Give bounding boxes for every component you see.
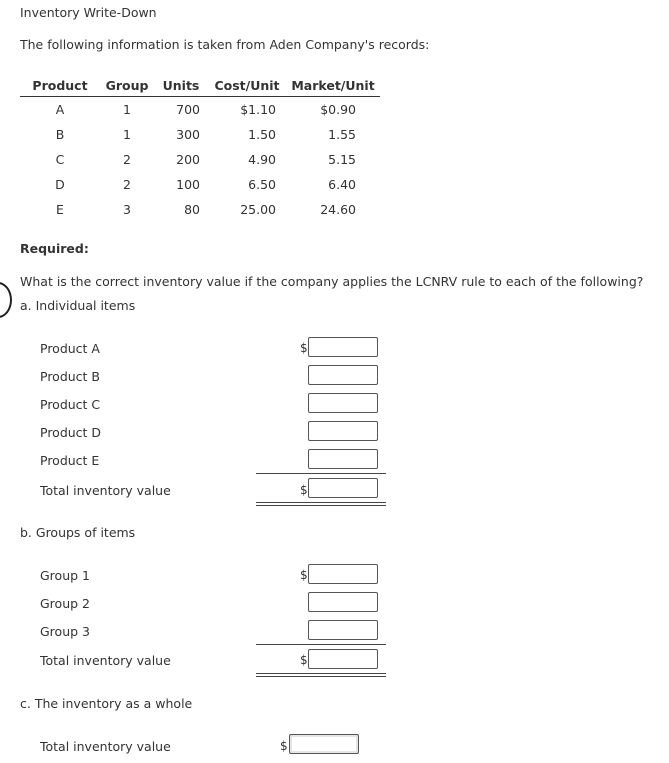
table-row	[20, 172, 380, 197]
cell-cost: 4.90	[248, 152, 276, 167]
product-d-value-input[interactable]	[308, 421, 378, 441]
product-a-value-input[interactable]	[308, 337, 378, 357]
cell-market: 1.55	[328, 127, 356, 142]
group-3-label: Group 3	[40, 624, 90, 639]
dollar-sign: $	[300, 341, 308, 355]
cell-cost: 1.50	[248, 127, 276, 142]
subtotal-rule	[256, 644, 386, 645]
cell-market: 6.40	[328, 177, 356, 192]
total-double-rule-top	[256, 673, 386, 674]
cell-market: $0.90	[320, 102, 356, 117]
group-1-label: Group 1	[40, 568, 90, 583]
dollar-sign: $	[280, 739, 288, 753]
b-total-label: Total inventory value	[40, 653, 171, 668]
header-units: Units	[154, 76, 208, 97]
header-market-per-unit: Market/Unit	[286, 76, 380, 97]
product-e-label: Product E	[40, 453, 100, 468]
section-a-heading: a. Individual items	[20, 298, 136, 313]
subtotal-rule	[256, 473, 386, 474]
part-marker-circle-icon	[0, 282, 12, 318]
header-product: Product	[20, 76, 100, 97]
a-total-label: Total inventory value	[40, 483, 171, 498]
dollar-sign: $	[300, 653, 308, 667]
header-group: Group	[100, 76, 154, 97]
product-a-label: Product A	[40, 341, 100, 356]
cell-group: 1	[123, 127, 131, 142]
question-text: What is the correct inventory value if the company applies the LCNRV rule to each of the following?	[20, 274, 644, 289]
cell-group: 2	[123, 177, 131, 192]
section-c-heading: c. The inventory as a whole	[20, 696, 193, 711]
total-double-rule-bottom	[256, 676, 386, 677]
cell-group: 3	[123, 202, 131, 217]
a-total-input[interactable]	[308, 478, 378, 498]
product-c-value-input[interactable]	[308, 393, 378, 413]
dollar-sign: $	[300, 568, 308, 582]
product-e-value-input[interactable]	[308, 449, 378, 469]
cell-cost: 25.00	[240, 202, 276, 217]
intro-text: The following information is taken from Aden Company's records:	[20, 37, 430, 52]
cell-units: 80	[184, 202, 200, 217]
inventory-data-table	[20, 76, 380, 222]
group-3-value-input[interactable]	[308, 620, 378, 640]
header-cost-per-unit: Cost/Unit	[208, 76, 286, 97]
page-title: Inventory Write-Down	[20, 5, 157, 20]
product-c-label: Product C	[40, 397, 101, 412]
cell-cost: 6.50	[248, 177, 276, 192]
required-label: Required:	[20, 241, 89, 256]
dollar-sign: $	[300, 483, 308, 497]
cell-cost: $1.10	[240, 102, 276, 117]
cell-group: 1	[123, 102, 131, 117]
cell-product: B	[55, 127, 65, 142]
table-row	[20, 147, 380, 172]
total-double-rule-top	[256, 502, 386, 503]
product-b-value-input[interactable]	[308, 365, 378, 385]
cell-product: E	[56, 202, 64, 217]
cell-units: 700	[176, 102, 200, 117]
table-row	[20, 97, 380, 123]
cell-market: 5.15	[328, 152, 356, 167]
group-2-label: Group 2	[40, 596, 90, 611]
cell-product: D	[55, 177, 65, 192]
group-1-value-input[interactable]	[308, 564, 378, 584]
b-total-input[interactable]	[308, 649, 378, 669]
cell-units: 100	[176, 177, 200, 192]
group-2-value-input[interactable]	[308, 592, 378, 612]
c-total-label: Total inventory value	[40, 739, 171, 754]
total-double-rule-bottom	[256, 505, 386, 506]
table-header-row	[20, 76, 380, 97]
cell-units: 200	[176, 152, 200, 167]
cell-product: C	[55, 152, 65, 167]
table-row	[20, 197, 380, 222]
product-d-label: Product D	[40, 425, 102, 440]
cell-market: 24.60	[320, 202, 356, 217]
c-total-input[interactable]	[289, 734, 359, 754]
product-b-label: Product B	[40, 369, 101, 384]
table-row	[20, 122, 380, 147]
cell-group: 2	[123, 152, 131, 167]
cell-product: A	[55, 102, 65, 117]
section-b-heading: b. Groups of items	[20, 525, 136, 540]
cell-units: 300	[176, 127, 200, 142]
